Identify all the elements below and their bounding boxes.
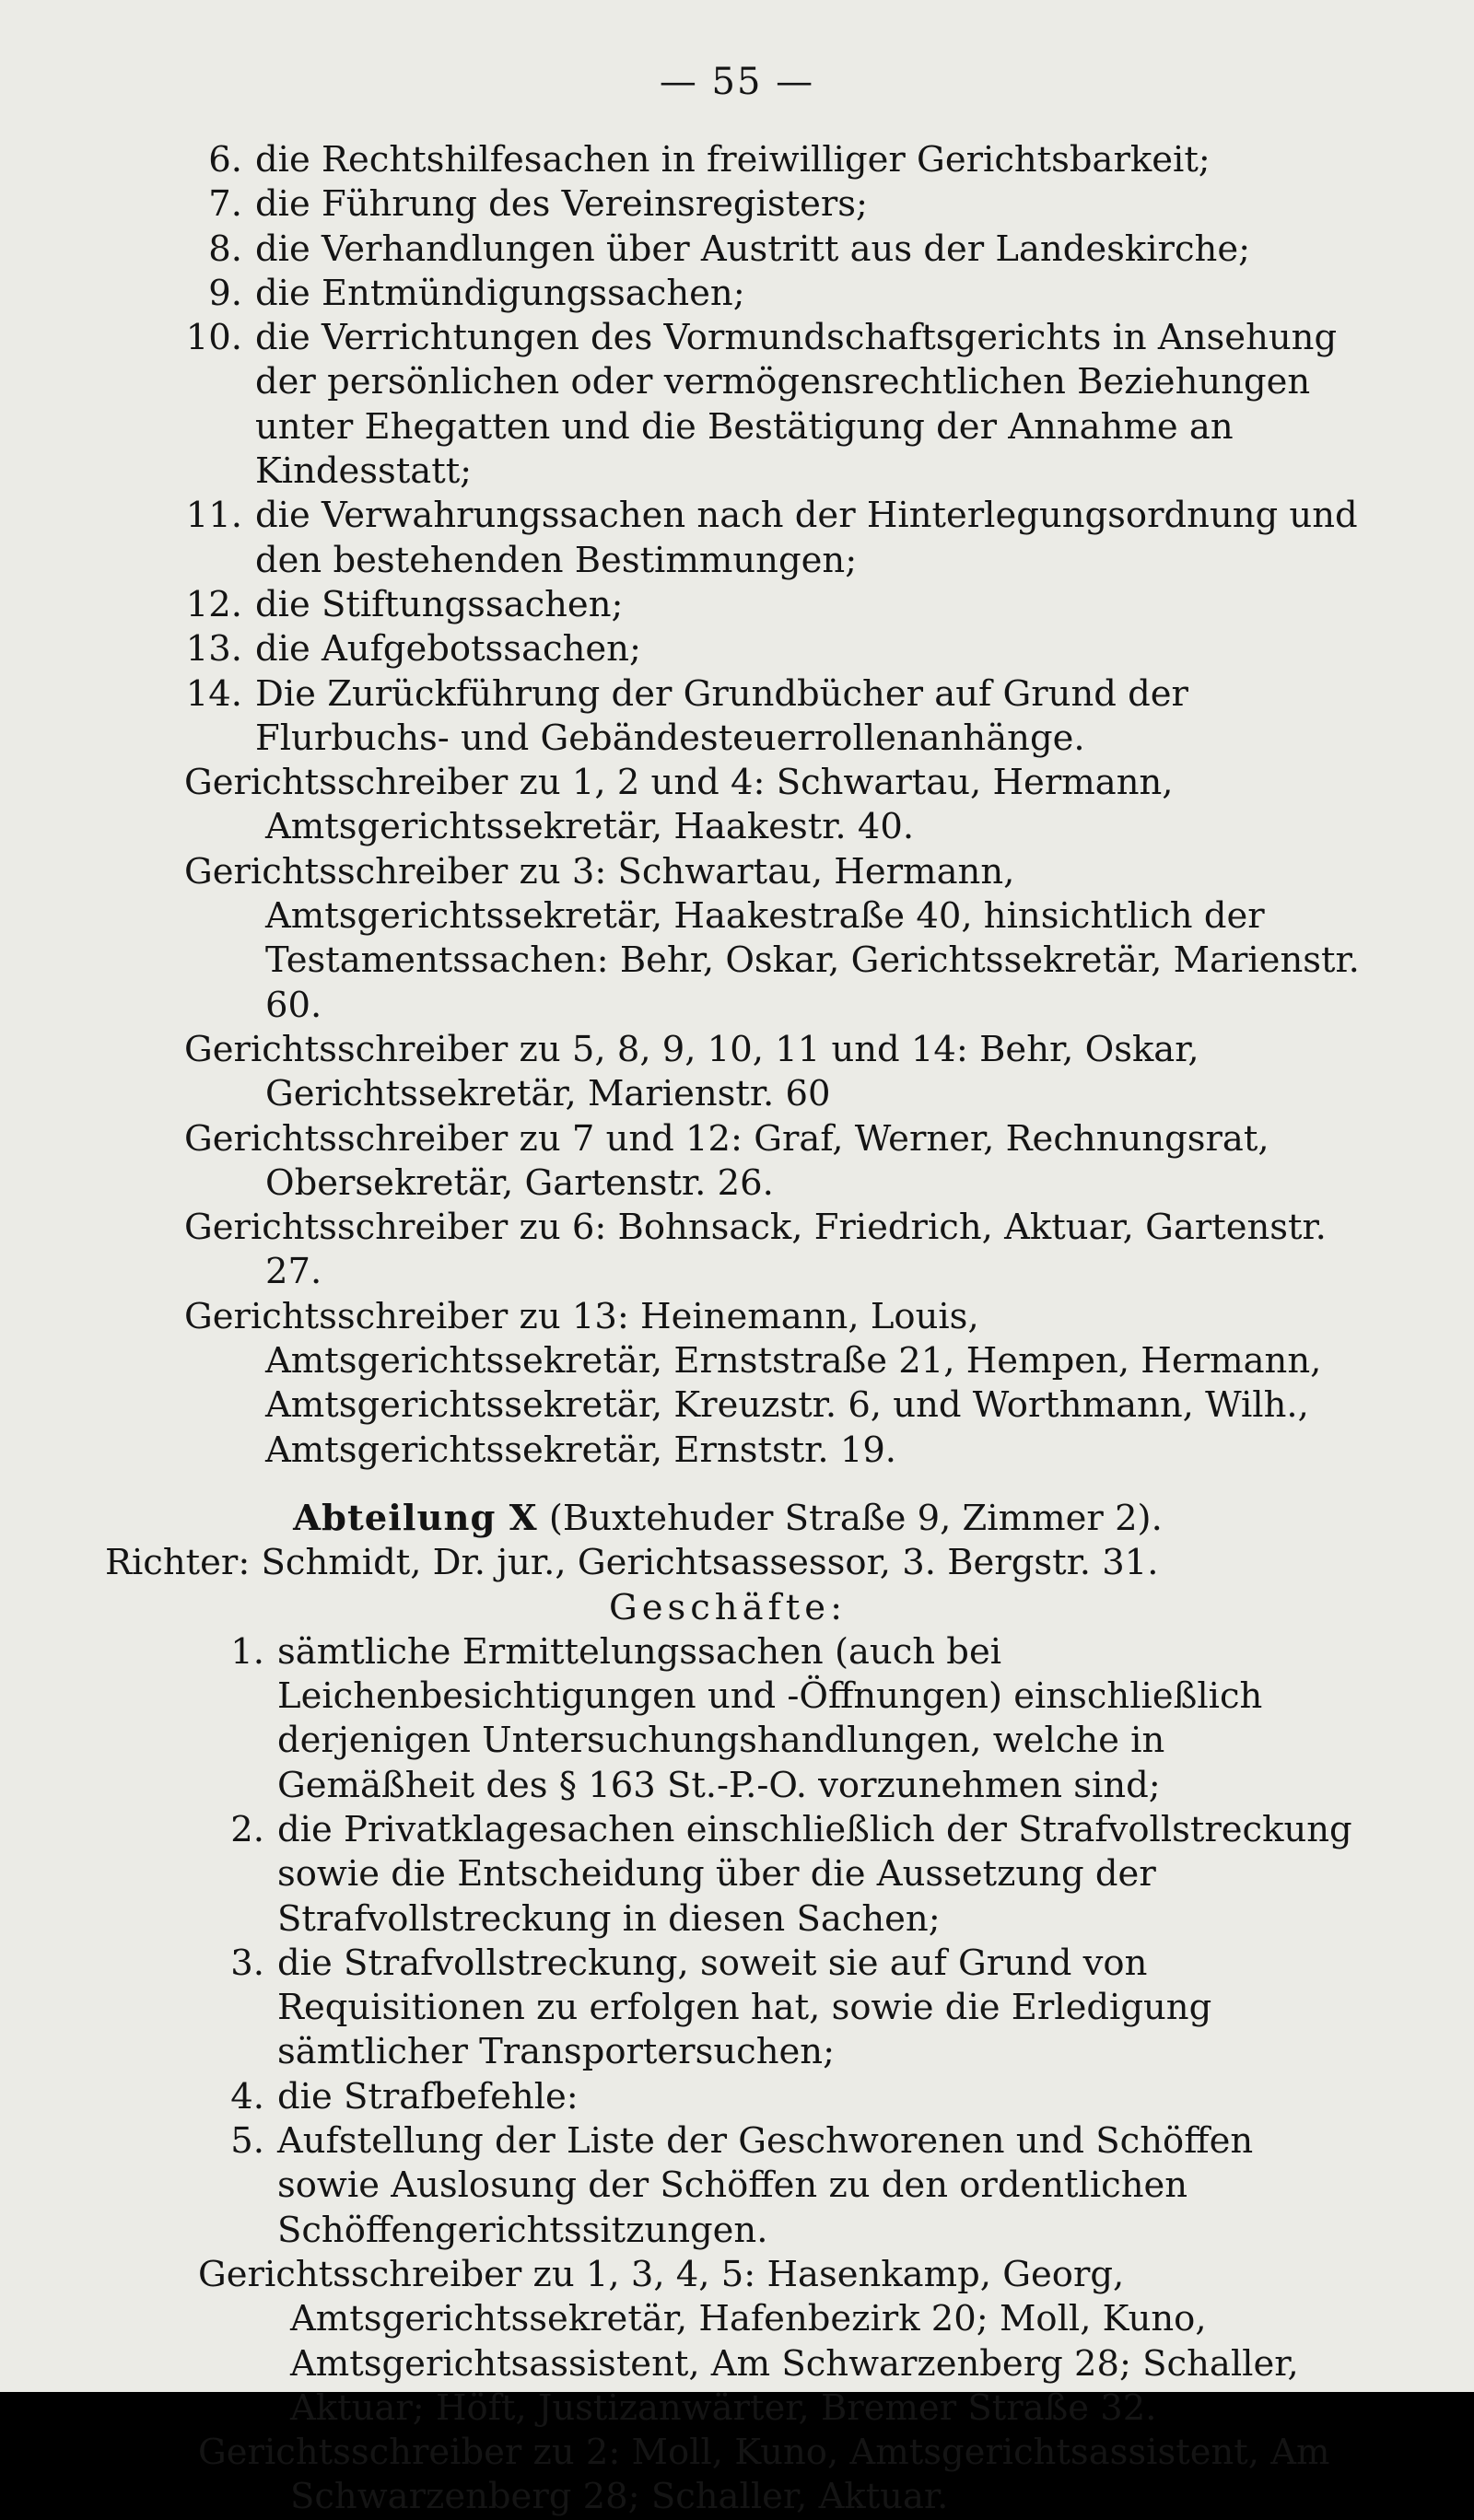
- list-item: [92, 627, 1363, 671]
- list-item: [92, 2119, 1363, 2253]
- list-item: [92, 182, 1363, 227]
- item-number: 11.: [185, 495, 242, 537]
- item-text: die Verhandlungen über Austritt aus der Landeskirche;: [255, 228, 1251, 270]
- item-number: 12.: [185, 583, 242, 625]
- list-item: [92, 1808, 1363, 1942]
- item-number: 14.: [185, 672, 242, 715]
- item-text: Die Zurückführung der Grundbücher auf Grund der Flurbuchs- und Gebändesteuerrollenanhänge.: [255, 672, 1188, 759]
- clerk-entry: Gerichtsschreiber zu 3: Schwartau, Hermann, Amtsgerichtssekretär, Haakestraße 40, hinsichtlich der Testamentssachen: Behr, Oskar, Gerichtssekretär, Marienstr. 60.: [184, 850, 1360, 1026]
- item-number: 3.: [230, 1942, 264, 1984]
- item-text: die Strafbefehle:: [277, 2075, 579, 2118]
- section-label: Abteilung X: [293, 1497, 538, 1539]
- item-number: 7.: [208, 183, 242, 226]
- list-item: [92, 228, 1363, 272]
- item-text: die Führung des Vereinsregisters;: [255, 183, 868, 226]
- list-item: [92, 2075, 1363, 2119]
- list-item: [92, 272, 1363, 316]
- item-number: 1.: [230, 1630, 264, 1673]
- judge-line: Richter: Schmidt, Dr. jur., Gerichtsassessor, 3. Bergstr. 31.: [105, 1542, 1159, 1584]
- item-text: sämtliche Ermittelungssachen (auch bei Leichenbesichtigungen und -Öffnungen) einschließlich derjenigen Untersuchungshandlungen, welche in Gemäßheit des § 163 St.-P.-O. vorzunehmen sind;: [277, 1630, 1263, 1806]
- duties-heading: Geschäfte:: [608, 1586, 848, 1628]
- item-text: die Rechtshilfesachen in freiwilliger Gerichtsbarkeit;: [255, 139, 1211, 181]
- item-number: 8.: [208, 228, 242, 270]
- item-number: 9.: [208, 272, 242, 314]
- clerk-entry: Gerichtsschreiber zu 1, 3, 4, 5: Hasenkamp, Georg, Amtsgerichtssekretär, Hafenbezirk 20; Moll, Kuno, Amtsgerichtsassistent, Am Schwarzenberg 28; Schaller, Aktuar; Höft, Justizanwärter, Bremer Straße 32.: [198, 2253, 1299, 2429]
- clerks-block: [92, 2253, 1363, 2520]
- clerks-block: [92, 761, 1363, 1473]
- item-text: die Entmündigungssachen;: [255, 272, 745, 314]
- list-item: [92, 494, 1363, 583]
- item-text: die Privatklagesachen einschließlich der Strafvollstreckung sowie die Entscheidung über die Aussetzung der Strafvollstreckung in diesen Sachen;: [277, 1808, 1352, 1940]
- clerk-entry: Gerichtsschreiber zu 5, 8, 9, 10, 11 und 14: Behr, Oskar, Gerichtssekretär, Marienstr. 60: [184, 1028, 1199, 1115]
- item-text: die Stiftungssachen;: [255, 583, 624, 625]
- item-number: 13.: [185, 628, 242, 671]
- item-number: 5.: [230, 2120, 264, 2163]
- clerk-entry: Gerichtsschreiber zu 6: Bohnsack, Friedrich, Aktuar, Gartenstr. 27.: [184, 1207, 1327, 1293]
- duties-list-continued: [92, 138, 1363, 761]
- list-item: [92, 583, 1363, 627]
- item-number: 6.: [208, 139, 242, 181]
- item-text: die Verwahrungssachen nach der Hinterlegungsordnung und den bestehenden Bestimmungen;: [255, 495, 1358, 581]
- duties-list: [92, 1630, 1363, 2253]
- clerk-entry: Gerichtsschreiber zu 7 und 12: Graf, Werner, Rechnungsrat, Obersekretär, Gartenstr. 26.: [184, 1117, 1269, 1204]
- list-item: [92, 1942, 1363, 2075]
- item-text: die Strafvollstreckung, soweit sie auf Grund von Requisitionen zu erfolgen hat, sowie die Erledigung sämtlicher Transportersuchen;: [277, 1942, 1212, 2073]
- section-heading: [92, 1497, 1363, 1541]
- page-content: [92, 138, 1363, 2520]
- clerk-entry: Gerichtsschreiber zu 2: Moll, Kuno, Amtsgerichtsassistent, Am Schwarzenberg 28; Schaller, Aktuar.: [198, 2432, 1330, 2518]
- item-text: die Aufgebotssachen;: [255, 628, 641, 671]
- list-item: [92, 138, 1363, 182]
- list-item: [92, 672, 1363, 762]
- item-number: 2.: [230, 1808, 264, 1850]
- item-text: die Verrichtungen des Vormundschaftsgerichts in Ansehung der persönlichen oder vermögensrechtlichen Beziehungen unter Ehegatten und die Bestätigung der Annahme an Kindesstatt;: [255, 317, 1338, 493]
- section-location: (Buxtehuder Straße 9, Zimmer 2).: [548, 1497, 1163, 1539]
- page-number: — 55 —: [659, 61, 815, 103]
- item-number: 4.: [230, 2075, 264, 2118]
- list-item: [92, 1630, 1363, 1808]
- item-number: 10.: [185, 317, 242, 359]
- clerk-entry: Gerichtsschreiber zu 13: Heinemann, Louis, Amtsgerichtssekretär, Ernststraße 21, Hempen, Hermann, Amtsgerichtssekretär, Kreuzstr. 6, und Worthmann, Wilh., Amtsgerichtssekretär, Ernststr. 19.: [184, 1295, 1322, 1471]
- list-item: [92, 316, 1363, 494]
- clerk-entry: Gerichtsschreiber zu 1, 2 und 4: Schwartau, Hermann, Amtsgerichtssekretär, Haakestr. 40.: [184, 762, 1174, 848]
- item-text: Aufstellung der Liste der Geschworenen und Schöffen sowie Auslosung der Schöffen zu den ordentlichen Schöffengerichtssitzungen.: [277, 2120, 1254, 2251]
